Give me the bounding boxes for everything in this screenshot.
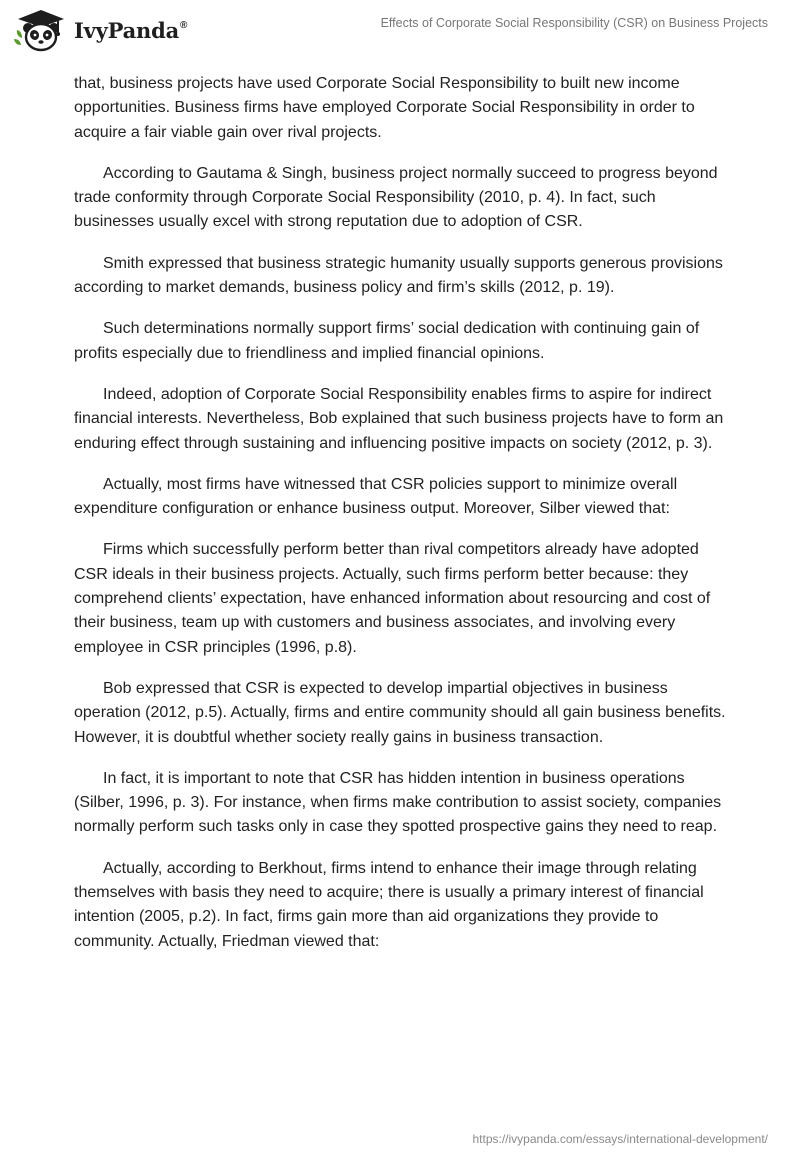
page-header	[0, 0, 800, 62]
paragraph: Smith expressed that business strategic humanity usually supports generous provisions according to market demands, business policy and firm’s skills (2012, p. 19).	[74, 254, 723, 297]
paragraph: Actually, most firms have witnessed that CSR policies support to minimize overall expenditure configuration or enhance business output. Moreover, Silber viewed that:	[74, 475, 678, 518]
paragraph: Actually, according to Berkhout, firms intend to enhance their image through relating themselves with basis they need to acquire; there is usually a primary interest of financial intention (2005, p.2). In fact, firms gain more than aid organizations they provide to community. Actually, Friedman viewed that:	[74, 859, 704, 950]
paragraph: Indeed, adoption of Corporate Social Responsibility enables firms to aspire for indirect financial interests. Nevertheless, Bob explained that such business projects have to form an enduring effect through sustaining and influencing positive impacts on society (2012, p. 3).	[74, 385, 724, 452]
paragraph: Bob expressed that CSR is expected to develop impartial objectives in business operation (2012, p.5). Actually, firms and entire community should all gain business benefits. However, it is doubtful whether society really gains in business transaction.	[74, 679, 726, 746]
paragraph: According to Gautama & Singh, business project normally succeed to progress beyond trade conformity through Corporate Social Responsibility (2010, p. 4). In fact, such businesses usually excel with strong reputation due to adoption of CSR.	[74, 164, 718, 231]
paragraph: Such determinations normally support firms’ social dedication with continuing gain of profits especially due to friendliness and implied financial opinions.	[74, 320, 700, 362]
document-title: Effects of Corporate Social Responsibility (CSR) on Business Projects	[380, 16, 768, 30]
paragraph: that, business projects have used Corporate Social Responsibility to built new income opportunities. Business firms have employed Corporate Social Responsibility in order to acquire a fair viable gain over rival projects.	[74, 75, 695, 141]
source-url[interactable]: https://ivypanda.com/essays/international-development/	[472, 1132, 768, 1146]
panda-graduate-icon	[14, 8, 68, 52]
ivypanda-logo[interactable]	[14, 8, 187, 52]
block-quote-paragraph: Firms which successfully perform better than rival competitors already have adopted CSR ideals in their business projects. Actually, such firms perform better because: they comprehend clients’ expectation, have enhanced information about resourcing and cost of their business, team up with customers and business associates, and involving every employee in CSR principles (1996, p.8).	[74, 541, 711, 656]
essay-body	[74, 72, 734, 971]
brand-name: IvyPanda®	[74, 17, 188, 43]
paragraph: In fact, it is important to note that CSR has hidden intention in business operations (Silber, 1996, p. 3). For instance, when firms make contribution to assist society, companies normally perform such tasks only in case they spotted prospective gains they need to reap.	[74, 769, 722, 836]
